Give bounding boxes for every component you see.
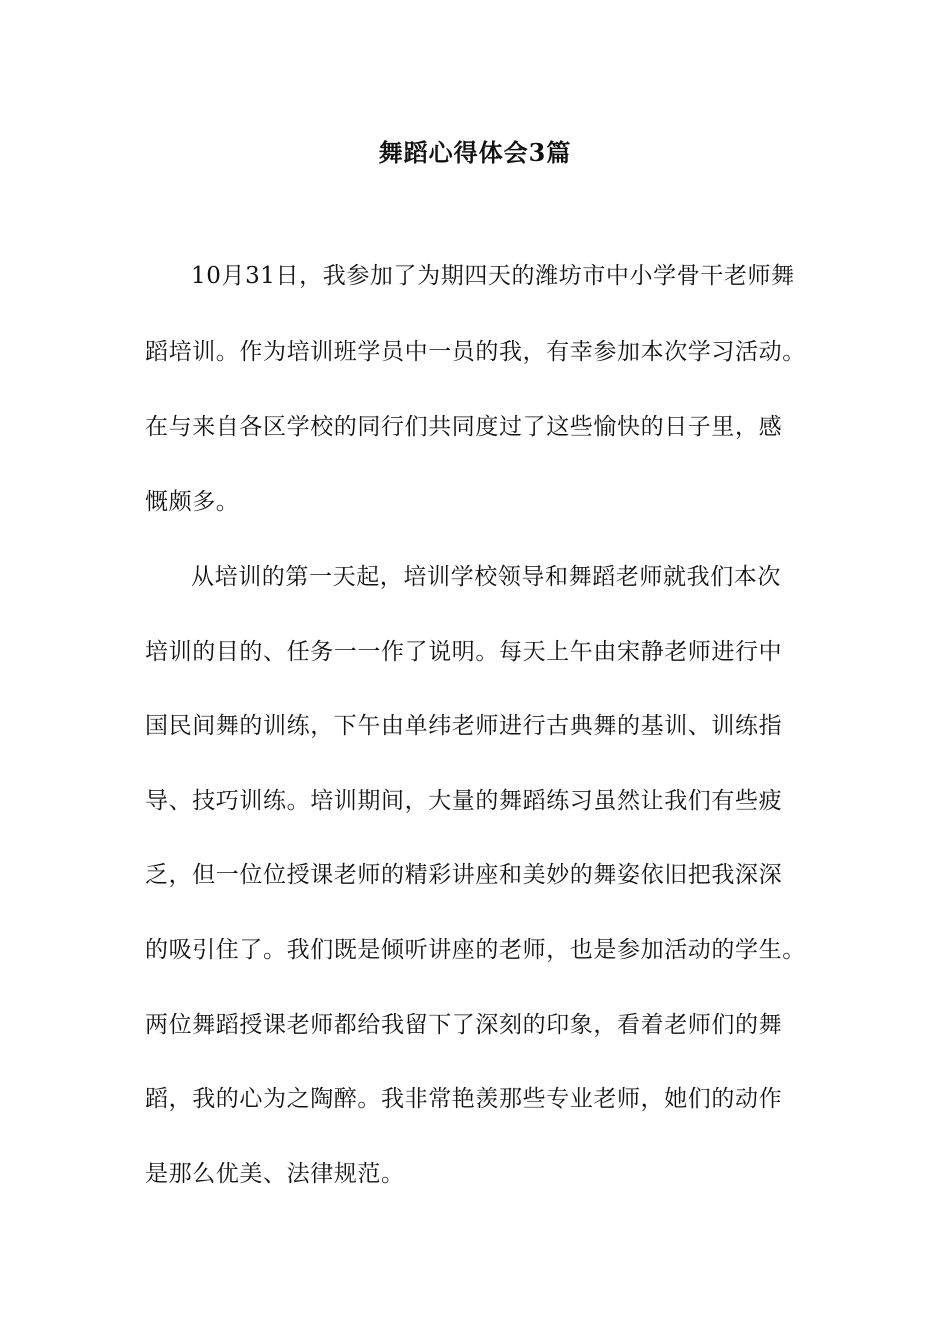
paragraph-2-line-7: 两位舞蹈授课老师都给我留下了深刻的印象，看着老师们的舞 — [145, 1012, 783, 1038]
document-title: 舞蹈心得体会3篇 — [378, 138, 572, 167]
paragraph-2-line-1: 从培训的第一天起，培训学校领导和舞蹈老师就我们本次 — [191, 564, 781, 590]
paragraph-1-line-3: 在与来自各区学校的同行们共同度过了这些愉快的日子里，感 — [145, 414, 783, 440]
paragraph-1-line-1: 10月31日，我参加了为期四天的潍坊市中小学骨干老师舞 — [191, 263, 795, 289]
paragraph-2-line-2: 培训的目的、任务一一作了说明。每天上午由宋静老师进行中 — [145, 639, 783, 665]
paragraph-2-line-8: 蹈，我的心为之陶醉。我非常艳羡那些专业老师，她们的动作 — [145, 1086, 783, 1112]
paragraph-2-line-9: 是那么优美、法律规范。 — [145, 1161, 405, 1187]
paragraph-1-line-4: 慨颇多。 — [145, 489, 240, 515]
paragraph-1-line-2: 蹈培训。作为培训班学员中一员的我，有幸参加本次学习活动。 — [145, 339, 806, 365]
paragraph-2-line-6: 的吸引住了。我们既是倾听讲座的老师，也是参加活动的学生。 — [145, 937, 806, 963]
paragraph-2-line-5: 乏，但一位位授课老师的精彩讲座和美妙的舞姿依旧把我深深 — [145, 862, 783, 888]
paragraph-2-line-3: 国民间舞的训练，下午由单纬老师进行古典舞的基训、训练指 — [145, 713, 783, 739]
paragraph-2-line-4: 导、技巧训练。培训期间，大量的舞蹈练习虽然让我们有些疲 — [145, 788, 783, 814]
